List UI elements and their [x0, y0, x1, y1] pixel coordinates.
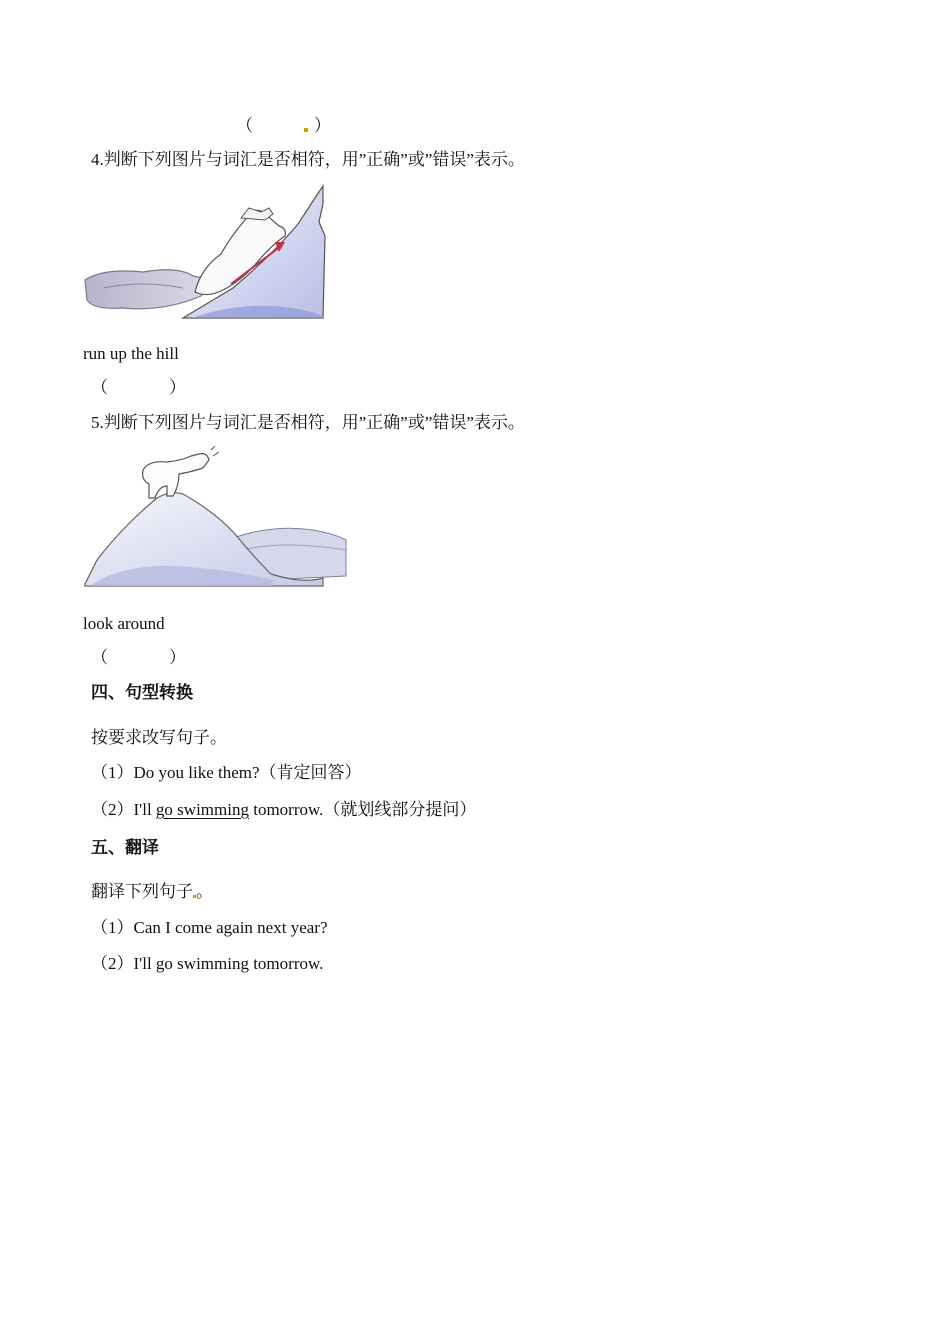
question-4-phrase: run up the hill [83, 344, 179, 363]
paren-close: ） [169, 378, 186, 397]
section-4-item-2 [91, 800, 476, 820]
answer-blank-q3[interactable] [236, 116, 331, 136]
yellow-dot-mark [304, 128, 308, 132]
paren-open: （ [236, 116, 253, 135]
paren-open: （ [91, 378, 108, 397]
section-4-instruction: 按要求改写句子。 [91, 728, 227, 747]
answer-blank-q4[interactable] [91, 378, 186, 398]
paren-close: ） [169, 648, 186, 667]
section-5-item-1: （1）Can I come again next year? [91, 918, 328, 937]
question-4-prompt: 4.判断下列图片与词汇是否相符，用”正确”或”错误”表示。 [91, 150, 525, 169]
instruction-text: 翻译下列句子 [91, 882, 193, 901]
paren-open: （ [91, 648, 108, 667]
item-2-suffix: tomorrow.（就划线部分提问） [248, 800, 477, 819]
answer-blank-q5[interactable] [91, 648, 186, 668]
section-4-item-1: （1）Do you like them?（肯定回答） [91, 763, 362, 782]
bear-looking-around-image [83, 446, 347, 588]
section-5-heading: 五、翻译 [91, 838, 159, 857]
bear-running-up-hill-image [83, 184, 328, 322]
item-2-prefix: （2）I'll [91, 800, 156, 819]
paren-close: ） [314, 116, 331, 135]
section-4-heading: 四、句型转换 [91, 683, 193, 702]
question-5-prompt: 5.判断下列图片与词汇是否相符，用”正确”或”错误”表示。 [91, 413, 525, 432]
instruction-end: 。 [196, 882, 213, 901]
question-5-phrase: look around [83, 614, 165, 633]
underlined-phrase: go swimming [155, 800, 249, 819]
section-5-item-2: （2）I'll go swimming tomorrow. [91, 954, 324, 973]
section-5-instruction [91, 882, 213, 902]
